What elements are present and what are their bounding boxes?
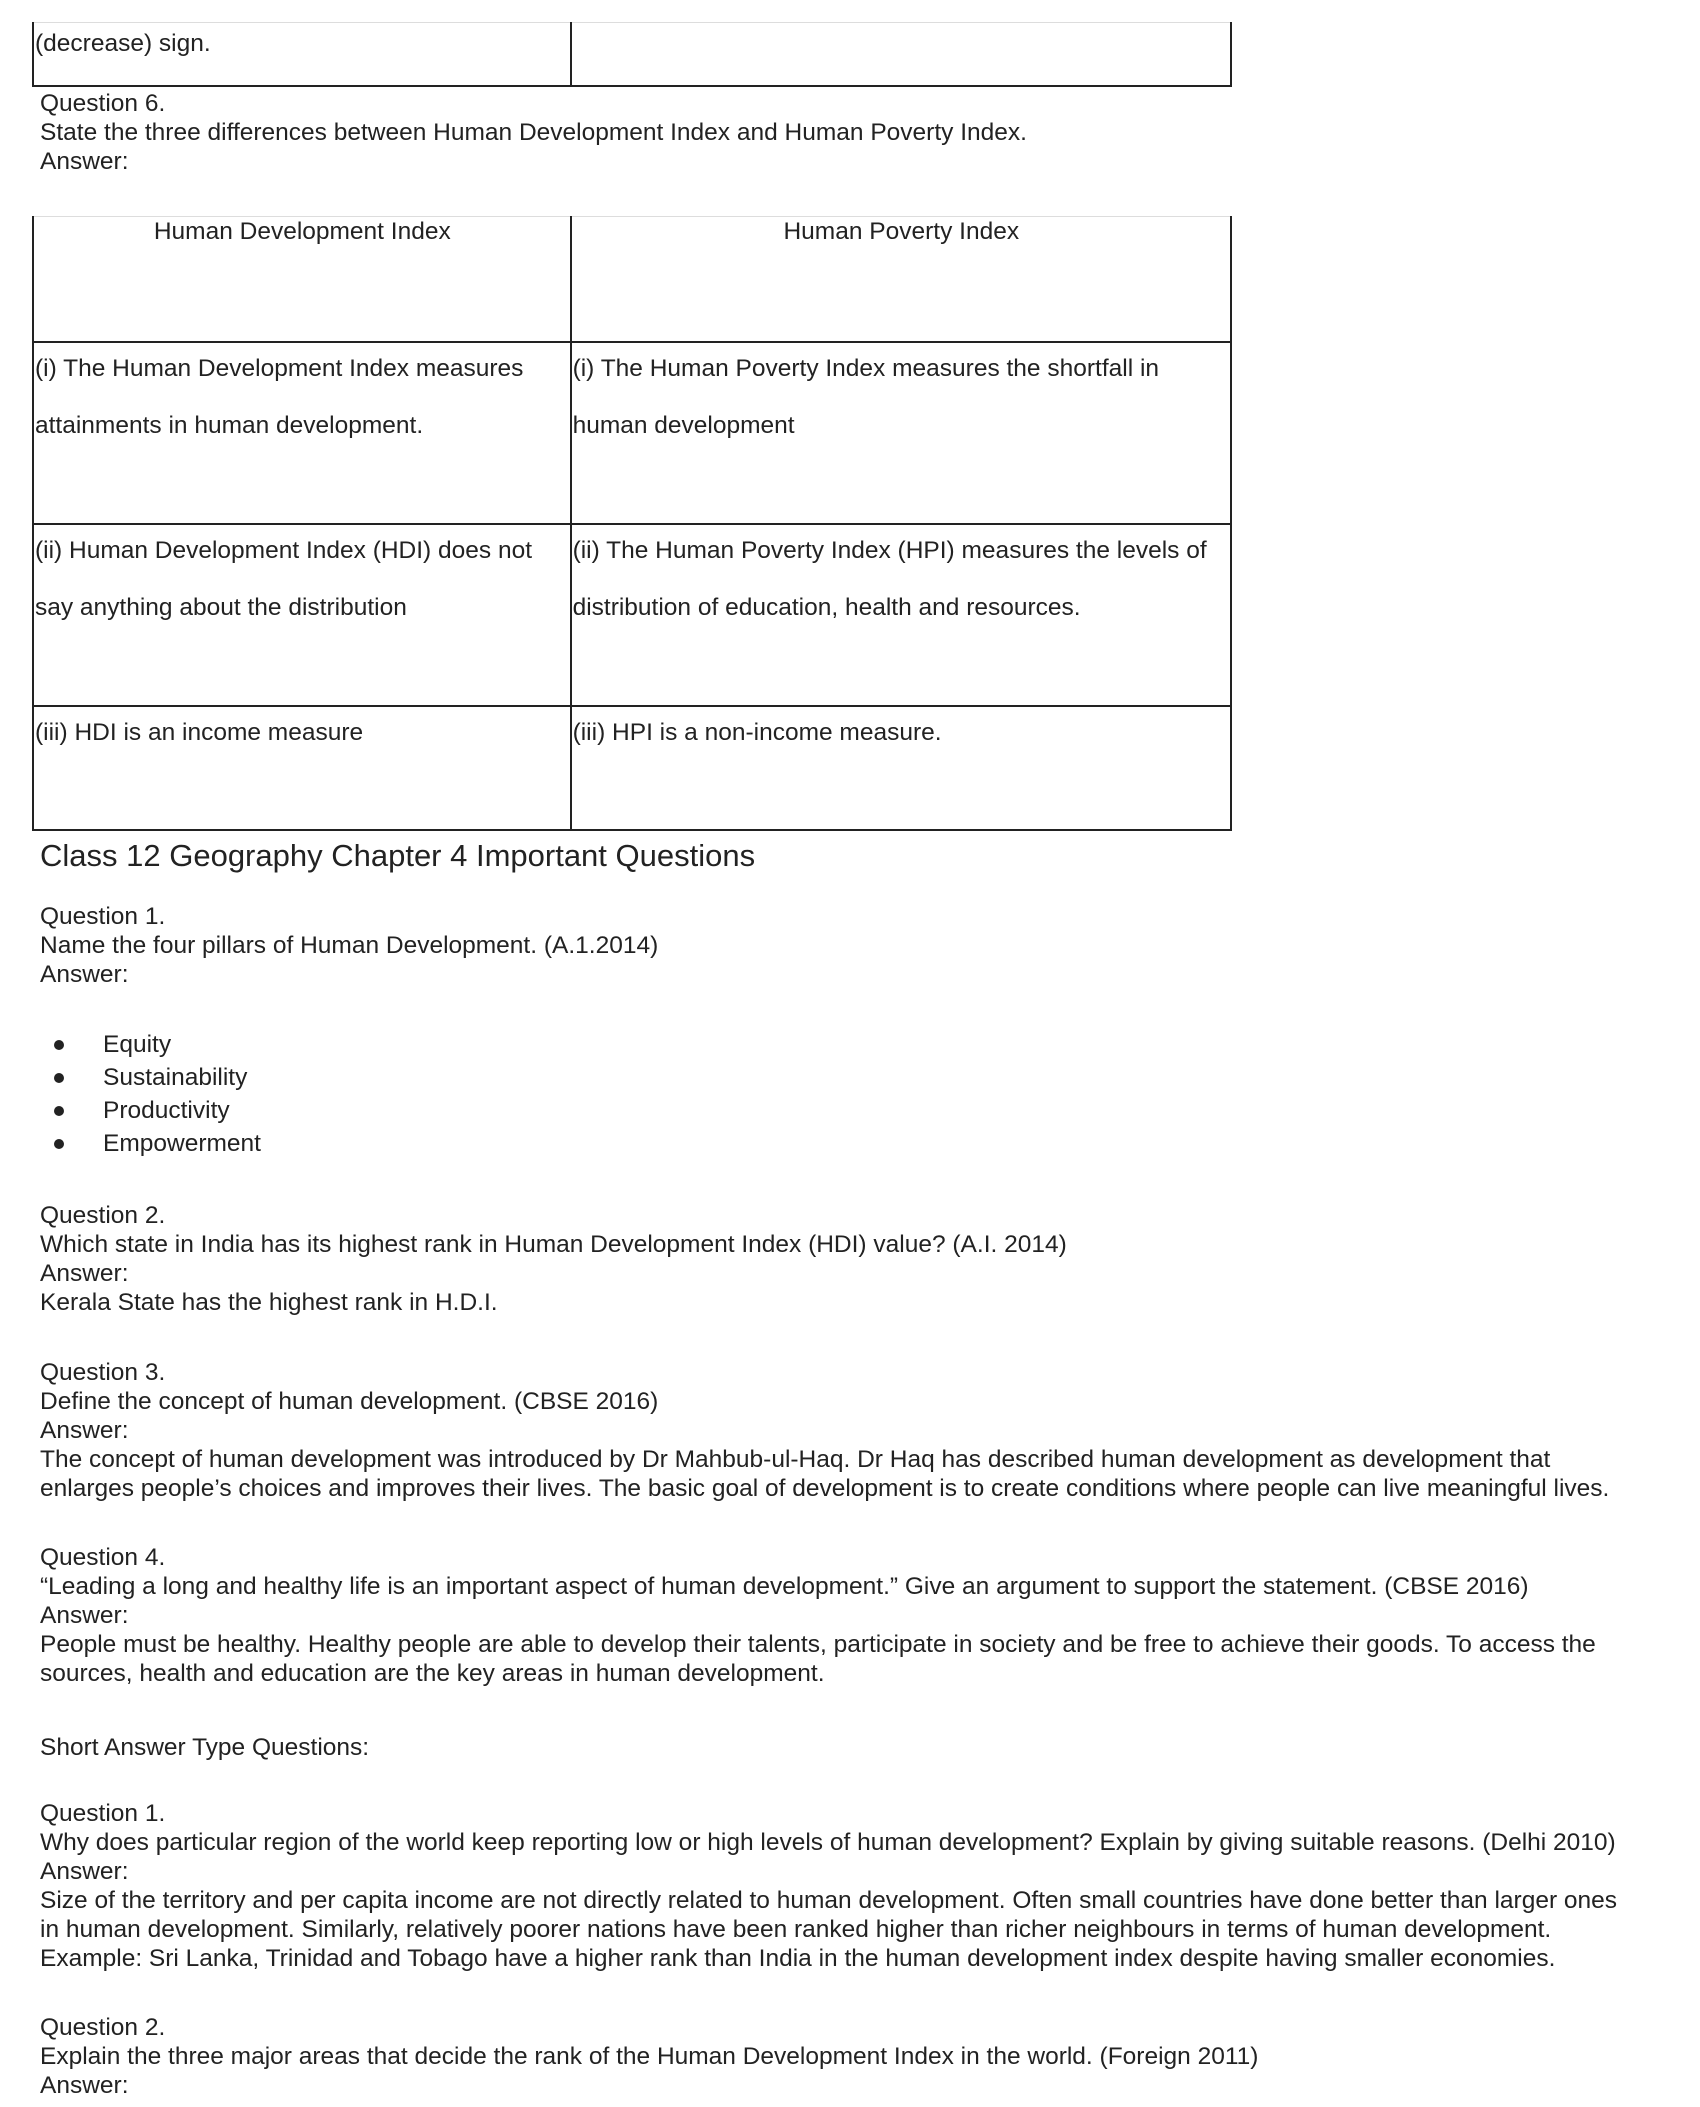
table-cell [33, 524, 571, 706]
list-item-text: Sustainability [103, 1064, 248, 1091]
question-label: Question 2. [40, 2014, 166, 2041]
table-cell [33, 342, 571, 524]
table-cell [571, 524, 1231, 706]
question-6 [40, 89, 1027, 176]
table-cell [571, 342, 1231, 524]
question-text: Which state in India has its highest rank in Human Development Index (HDI) value? (A.I. 2014) [40, 1231, 1067, 1258]
question-label: Question 2. [40, 1202, 166, 1229]
list-item [40, 1061, 261, 1094]
bullet-icon [54, 1106, 64, 1116]
short-question-2 [40, 2013, 1258, 2100]
answer-text: Example: Sri Lanka, Trinidad and Tobago have a higher rank than India in the human development index despite having smaller economies. [40, 1945, 1556, 1972]
question-label: Question 3. [40, 1359, 166, 1386]
question-text: Explain the three major areas that decide the rank of the Human Development Index in the world. (Foreign 2011) [40, 2043, 1259, 2070]
table-cell [571, 23, 1231, 87]
section-heading: Short Answer Type Questions: [40, 1734, 370, 1761]
cell-line: human development [572, 411, 795, 439]
bullet-icon [54, 1139, 64, 1149]
answer-text: enlarges people’s choices and improves their lives. The basic goal of development is to create conditions where people can live meaningful lives. [40, 1475, 1610, 1502]
answer-label: Answer: [40, 148, 129, 175]
answer-text: Kerala State has the highest rank in H.D.I. [40, 1289, 498, 1316]
list-item [40, 1127, 261, 1160]
short-answer-heading [40, 1733, 369, 1762]
cell-text [573, 23, 1230, 29]
table-cell [33, 706, 571, 830]
answer-label: Answer: [40, 1602, 129, 1629]
cell-line: (iii) HPI is a non-income measure. [572, 718, 942, 746]
pillars-list-container [40, 1028, 261, 1160]
cell-line: (ii) Human Development Index (HDI) does not [35, 536, 533, 564]
answer-text: Size of the territory and per capita income are not directly related to human development. Often small countries have done better than larger ones [40, 1887, 1618, 1914]
answer-label: Answer: [40, 961, 129, 988]
table-cell [33, 23, 571, 87]
answer-text: The concept of human development was introduced by Dr Mahbub-ul-Haq. Dr Haq has described human development as development that [40, 1446, 1551, 1473]
question-label: Question 4. [40, 1544, 166, 1571]
answer-text: sources, health and education are the key areas in human development. [40, 1660, 825, 1687]
cell-text: (decrease) sign. [35, 30, 211, 57]
question-label: Question 1. [40, 1800, 166, 1827]
column-header: Human Poverty Index [571, 217, 1231, 342]
column-header: Human Development Index [33, 217, 571, 342]
cell-line: (i) The Human Poverty Index measures the shortfall in [572, 354, 1160, 382]
answer-text: People must be healthy. Healthy people are able to develop their talents, participate in society and be free to achieve their goods. To access the [40, 1631, 1596, 1658]
continued-table [32, 22, 1232, 87]
question-label: Question 6. [40, 90, 166, 117]
important-question-3 [40, 1358, 1609, 1503]
question-text: Name the four pillars of Human Development. (A.1.2014) [40, 932, 659, 959]
answer-label: Answer: [40, 1260, 129, 1287]
list-item-text: Productivity [103, 1097, 230, 1124]
cell-line: attainments in human development. [35, 411, 424, 439]
cell-line: (iii) HDI is an income measure [35, 718, 364, 746]
important-question-2 [40, 1201, 1067, 1317]
table-row [33, 706, 1231, 830]
list-item-text: Equity [103, 1031, 172, 1058]
cell-line: distribution of education, health and resources. [572, 593, 1081, 621]
answer-text: in human development. Similarly, relatively poorer nations have been ranked higher than richer neighbours in terms of human development. [40, 1916, 1552, 1943]
question-label: Question 1. [40, 903, 166, 930]
answer-label: Answer: [40, 2072, 129, 2099]
bullet-icon [54, 1040, 64, 1050]
bullet-icon [54, 1073, 64, 1083]
differences-table [32, 216, 1232, 831]
short-question-1 [40, 1799, 1617, 1973]
important-question-1 [40, 902, 658, 989]
section-title: Class 12 Geography Chapter 4 Important Questions [40, 838, 756, 873]
cell-line: say anything about the distribution [35, 593, 407, 621]
question-text: “Leading a long and healthy life is an important aspect of human development.” Give an argument to support the statement. (CBSE 2016) [40, 1573, 1529, 1600]
answer-label: Answer: [40, 1417, 129, 1444]
question-text: Why does particular region of the world keep reporting low or high levels of human development? Explain by giving suitable reasons. (Delhi 2010) [40, 1829, 1616, 1856]
cell-line: (i) The Human Development Index measures [35, 354, 524, 382]
table-cell [571, 706, 1231, 830]
question-text: State the three differences between Human Development Index and Human Poverty Index. [40, 119, 1027, 146]
table-row [33, 342, 1231, 524]
list-item [40, 1094, 261, 1127]
cell-line: (ii) The Human Poverty Index (HPI) measures the levels of [572, 536, 1207, 564]
list-item [40, 1028, 261, 1061]
table-header-row [33, 217, 1231, 342]
list-item-text: Empowerment [103, 1130, 261, 1157]
pillars-list [40, 1028, 261, 1160]
table-row [33, 524, 1231, 706]
table-row [33, 23, 1231, 87]
question-text: Define the concept of human development. (CBSE 2016) [40, 1388, 659, 1415]
important-question-4 [40, 1543, 1596, 1688]
answer-label: Answer: [40, 1858, 129, 1885]
